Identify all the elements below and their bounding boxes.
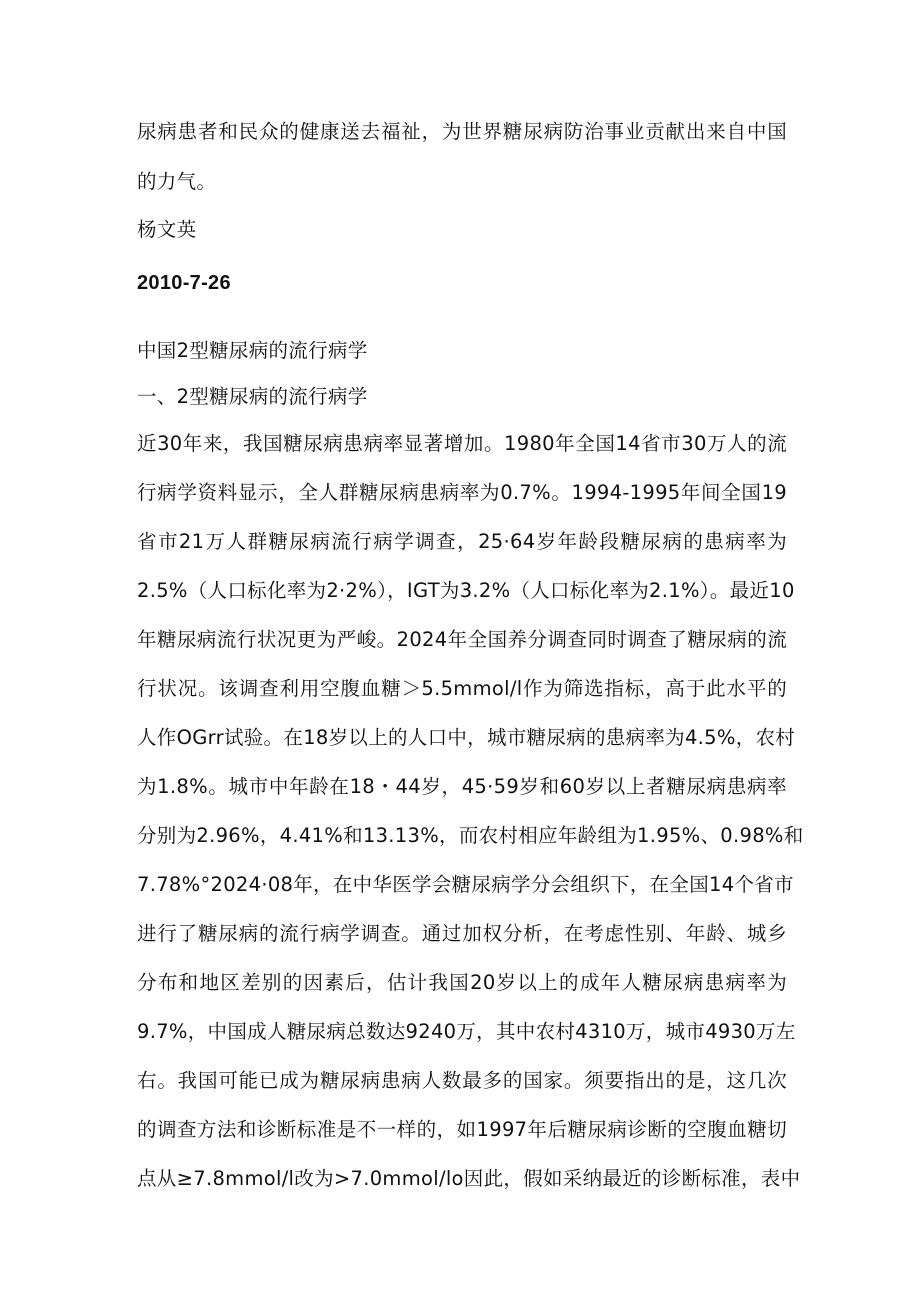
- paragraph-line: 人作OGrr试验。在18岁以上的人口中，城市糖尿病的患病率为4.5%，农村: [137, 726, 796, 749]
- signature-date: 2010-7-26: [137, 272, 231, 294]
- paragraph-line: 进行了糖尿病的流行病学调查。通过加权分析，在考虑性别、年龄、城乡: [137, 922, 787, 945]
- author-name: 杨文英: [137, 218, 197, 241]
- closing-line-1: 尿病患者和民众的健康送去福祉，为世界糖尿病防治事业贡献出来自中国: [137, 120, 787, 143]
- paragraph-line: 9.7%，中国成人糖尿病总数达9240万，其中农村4310万，城市4930万左: [137, 1020, 796, 1043]
- paragraph-line: 的调查方法和诊断标准是不一样的，如1997年后糖尿病诊断的空腹血糖切: [137, 1118, 787, 1141]
- section-heading: 一、2型糖尿病的流行病学: [137, 385, 368, 408]
- paragraph-line: 行病学资料显示，全人群糖尿病患病率为0.7%。1994-1995年间全国19: [137, 481, 787, 504]
- paragraph-line: 7.78%°2024·08年，在中华医学会糖尿病学分会组织下，在全国14个省市: [137, 873, 794, 896]
- paragraph-line: 分布和地区差别的因素后，估计我国20岁以上的成年人糖尿病患病率为: [137, 971, 787, 994]
- paragraph-line: 近30年来，我国糖尿病患病率显著增加。1980年全国14省市30万人的流: [137, 432, 787, 455]
- paragraph-line: 分别为2.96%，4.41%和13.13%，而农村相应年龄组为1.95%、0.98%和: [137, 824, 804, 847]
- article-title: 中国2型糖尿病的流行病学: [137, 339, 368, 362]
- paragraph-line: 年糖尿病流行状况更为严峻。2024年全国养分调查同时调查了糖尿病的流: [137, 628, 787, 651]
- paragraph-line: 右。我国可能已成为糖尿病患病人数最多的国家。须要指出的是，这几次: [137, 1069, 787, 1092]
- paragraph-line: 2.5%（人口标化率为2·2%），IGT为3.2%（人口标化率为2.1%）。最近10: [137, 579, 795, 602]
- paragraph-line: 为1.8%。城市中年龄在18・44岁，45·59岁和60岁以上者糖尿病患病率: [137, 775, 787, 798]
- paragraph-line: 省市21万人群糖尿病流行病学调查，25·64岁年龄段糖尿病的患病率为: [137, 530, 787, 553]
- closing-line-2: 的力气。: [137, 170, 217, 193]
- paragraph-line: 点从≥7.8mmol/l改为>7.0mmol/lo因此，假如采纳最近的诊断标准，表中: [137, 1167, 801, 1190]
- paragraph-line: 行状况。该调查利用空腹血糖＞5.5mmol/l作为筛选指标，高于此水平的: [137, 677, 787, 700]
